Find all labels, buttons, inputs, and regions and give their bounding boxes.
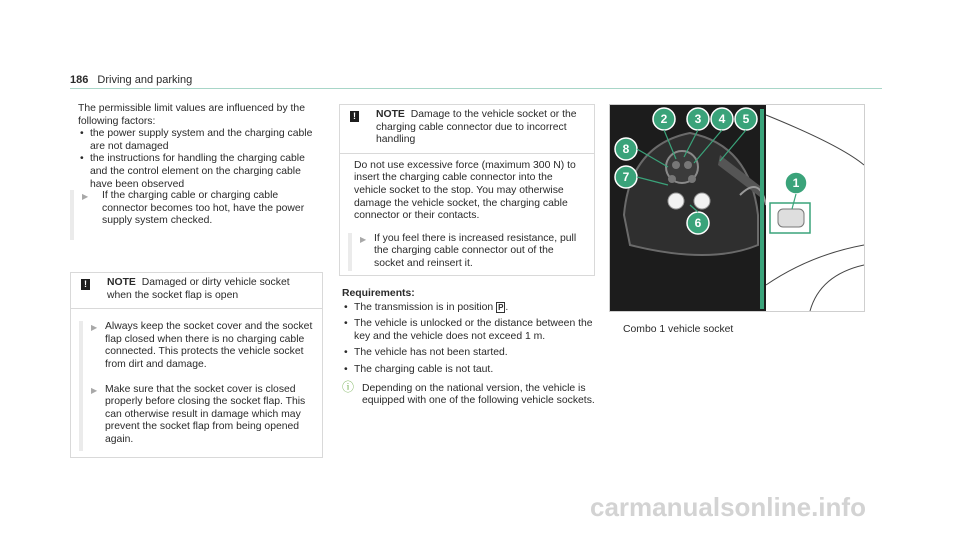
requirements-title: Requirements:: [342, 288, 415, 299]
step-arrow-icon: ▶: [91, 323, 98, 333]
requirements-list: [342, 302, 598, 377]
socket-drawing: [610, 105, 864, 311]
note-heading: Damaged or dirty vehicle socket when the socket flap is open: [107, 277, 290, 301]
step-text: If the charging cable or charging cable connector becomes too hot, have the power supply system checked.: [102, 190, 305, 227]
callout-7: 7: [622, 170, 630, 184]
step-arrow-icon: ▶: [360, 234, 367, 244]
intro-text: The permissible limit values are influenced by the following factors:: [78, 103, 305, 127]
callout-5: 5: [742, 112, 750, 126]
note-box-middle: [339, 104, 595, 276]
step-block: [70, 190, 320, 240]
left-column: [78, 103, 318, 191]
info-text: Depending on the national version, the vehicle is equipped with one of the following vehicle sockets.: [362, 382, 595, 407]
step-text: Always keep the socket cover and the socket flap closed when there is no charging cable connected. This protects the vehicle socket from dirt and damage.: [105, 321, 313, 370]
figure-caption: Combo 1 vehicle socket: [623, 324, 734, 335]
note-heading: Damage to the vehicle socket or the charging cable connector due to incorrect handling: [376, 109, 577, 146]
step-arrow-icon: ▶: [91, 385, 98, 395]
requirements-section: [342, 288, 598, 408]
warning-icon: !: [81, 279, 90, 290]
info-icon: ⓘ: [342, 379, 355, 394]
note-label: NOTE: [107, 277, 136, 288]
vehicle-socket-illustration: [609, 104, 865, 312]
list-item: • The transmission is in position P .: [342, 302, 598, 315]
callout-6: 6: [694, 216, 702, 230]
callout-3: 3: [694, 112, 702, 126]
list-item: • the power supply system and the charging cable are not damaged: [78, 128, 318, 153]
header-rule: [70, 88, 882, 89]
warning-icon: !: [350, 111, 359, 122]
list-item: • the instructions for handling the charging cable and the control element on the charging cable have been observed: [78, 153, 318, 191]
callout-2: 2: [660, 112, 668, 126]
watermark: carmanualsonline.info: [590, 492, 866, 522]
list-item: • The charging cable is not taut.: [342, 364, 598, 377]
list-item: • The vehicle has not been started.: [342, 347, 598, 360]
divider: [71, 308, 322, 309]
callout-1: 1: [792, 176, 800, 190]
page-header: [70, 74, 192, 86]
callout-4: 4: [718, 112, 726, 126]
step-text: Make sure that the socket cover is closed properly before closing the socket flap. This can otherwise result in damage which may prevent the socket flap from being opened again.: [105, 383, 306, 445]
page-number: 186: [70, 74, 89, 86]
note-box-left: [70, 272, 323, 458]
step-text: If you feel there is increased resistance, pull the charging cable connector out of the socket and reinsert it.: [374, 232, 577, 269]
callout-8: 8: [622, 142, 630, 156]
note-body: Do not use excessive force (maximum 300 N) to insert the charging cable connector into the vehicle socket to the stop. You may otherwise damage the vehicle socket, the charging cable connector or their contacts.: [354, 159, 576, 222]
note-label: NOTE: [376, 109, 405, 120]
park-position-icon: P: [498, 302, 504, 312]
list-item: • The vehicle is unlocked or the distance between the key and the vehicle does not exceed 1 m.: [342, 318, 598, 343]
step-arrow-icon: ▶: [82, 192, 89, 201]
factor-list: [78, 128, 318, 191]
section-title: Driving and parking: [97, 74, 193, 86]
